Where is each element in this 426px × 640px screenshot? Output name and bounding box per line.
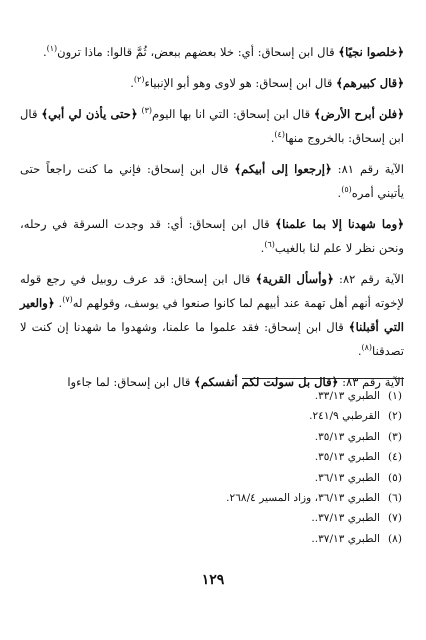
footnote-ref: (٢) (133, 75, 145, 85)
commentary-text: قال ابن إسحاق: بالخروج منها (20, 107, 404, 145)
quran-verse: ﴿خلصوا نجيًا﴾ (338, 45, 404, 59)
footnote-number: (٨) (388, 532, 402, 545)
footnote-number: (٣) (388, 430, 402, 443)
footnote-ref: (٨) (361, 343, 373, 353)
footnote-text: الطبري ٣٦/١٣، وزاد المسير ٢٦٨/٤. (226, 492, 380, 505)
footnote-number: (٤) (388, 451, 402, 464)
commentary-text: . (357, 344, 362, 358)
footnote-item (22, 488, 402, 508)
commentary-text: الآية رقم ٨٢: (333, 272, 404, 286)
quran-verse: ﴿فلن أبرح الأرض﴾ (314, 107, 405, 121)
footnote-item (22, 529, 402, 549)
commentary-text: الآية رقم ٨١: (331, 162, 404, 176)
quran-verse: ﴿والعير التي أقبلنا﴾ (20, 296, 404, 334)
footnote-item (22, 406, 402, 426)
quran-verse: ﴿وما شهدنا إلا بما علمنا﴾ (275, 217, 405, 231)
commentary-text: . (54, 296, 63, 310)
footnote-number: (٥) (388, 471, 402, 484)
footnote-item (22, 447, 402, 467)
commentary-text: الآية رقم ٨٣: (338, 375, 404, 389)
commentary-text: قال ابن إسحاق: أي: خلا بعضهم ببعض، ثُمَّ قالوا: ماذا ترون (57, 45, 339, 59)
commentary-text: قال ابن إسحاق: هو لاوى وهو أبو الإنبياء (144, 76, 337, 90)
quran-verse: ﴿قال كبيرهم﴾ (336, 76, 404, 90)
commentary-text: قال ابن إسحاق: فقد علموا ما علمنا، وشهدوا ما شهدنا إن كنت لا تصدقنا (20, 320, 404, 358)
footnote-item (22, 508, 402, 528)
commentary-text: قال ابن إسحاق: لما جاءوا (67, 375, 195, 389)
footnote-ref: (٥) (341, 185, 352, 195)
footnote-item (22, 468, 402, 488)
paragraph (20, 71, 404, 95)
paragraph (20, 40, 404, 64)
commentary-text: قال ابن إسحاق: التي انا بها اليوم (152, 107, 315, 121)
commentary-text: . (130, 76, 134, 90)
footnote-separator (242, 378, 404, 379)
paragraph (20, 102, 404, 150)
footnote-number: (٦) (388, 492, 402, 505)
footnote-number: (٢) (388, 410, 402, 423)
footnote-text: القرطبي ٢٤١/٩. (309, 410, 380, 423)
footnote-number: (١) (388, 390, 402, 402)
footnote-item (22, 427, 402, 447)
footnote-ref: (٦) (264, 240, 275, 250)
footnote-text: الطبري ٣٥/١٣. (314, 430, 380, 443)
main-text (20, 40, 404, 401)
commentary-text: قال ابن إسحاق: أي: قد وجدت السرقة في رحله، ونحن نظر لا علم لنا بالغيب (20, 217, 404, 255)
footnote-item (22, 386, 402, 406)
footnote-text: الطبري ٣٧/١٣.. (311, 532, 380, 545)
footnote-ref: (٧) (62, 295, 73, 305)
commentary-text: قال ابن إسحاق: فإني ما كنت راجعاً حتى يأتيني أمره (20, 162, 404, 200)
quran-verse: ﴿قال بل سولت لكم أنفسكم﴾ (194, 375, 339, 389)
paragraph (20, 267, 404, 363)
commentary-text: قال ابن إسحاق: قد عرف روبيل في رجع قوله لإخوته أنهم أهل تهمة عند أبيهم لما كانوا صنعوا في يوسف، وقولهم له (20, 272, 404, 310)
footnote-ref: (٣) (141, 106, 153, 116)
footnote-ref: (١) (46, 44, 58, 54)
page-number: ١٢٩ (201, 572, 225, 588)
paragraph (20, 157, 404, 205)
footnote-number: (٧) (388, 512, 402, 525)
footnote-text: الطبري ٣٦/١٣. (314, 471, 380, 484)
quran-verse: ﴿حتى يأذن لي أبي﴾ (41, 107, 138, 121)
footnotes-list (22, 386, 402, 549)
paragraph (20, 212, 404, 260)
footnote-text: الطبري ٣٣/١٣. (314, 390, 380, 402)
commentary-text: . (337, 186, 342, 200)
quran-verse: ﴿إرجعوا إلى أبيكم﴾ (234, 162, 332, 176)
commentary-text: . (270, 131, 275, 145)
footnote-text: الطبري ٣٧/١٣.. (311, 512, 380, 525)
footnote-text: الطبري ٣٥/١٣. (314, 451, 380, 464)
footnote-ref: (٤) (274, 130, 285, 140)
quran-verse: ﴿وأسأل القرية﴾ (255, 272, 334, 286)
commentary-text: . (42, 45, 47, 59)
commentary-text: . (260, 241, 265, 255)
